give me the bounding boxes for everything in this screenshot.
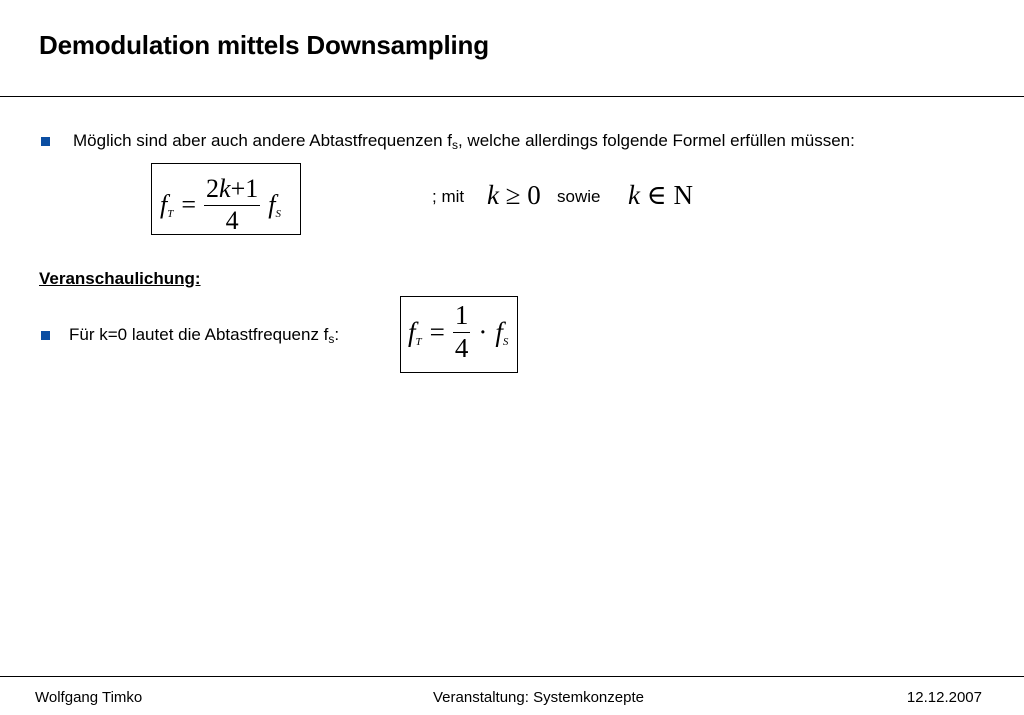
formula-2-equals: = (429, 316, 445, 347)
bullet-2-subscript: s (328, 332, 335, 346)
formula-box-k0 (400, 296, 518, 373)
formula-1-rhs-sub: S (275, 208, 281, 220)
formula-2-lhs (408, 317, 422, 348)
formula-1-denominator: 4 (225, 206, 239, 235)
formula-1-equals: = (181, 190, 197, 219)
formula-1-rhs (268, 190, 281, 220)
bullet-1-text-before: Möglich sind aber auch andere Abtastfrequenzen f (73, 131, 452, 150)
bullet-1-subscript: s (451, 138, 458, 152)
condition-geq-zero: ≥ 0 (505, 180, 541, 210)
condition-in-n: ∈ N (646, 180, 693, 210)
formula-box-general (151, 163, 301, 235)
bullet-1-text-after: , welche allerdings folgende Formel erfüllen müssen: (457, 131, 855, 150)
formula-1-numerator (204, 176, 260, 202)
condition-sowie-label: sowie (557, 187, 601, 206)
formula-1-lhs-sub: T (167, 208, 174, 220)
formula-1-num-var: k (219, 174, 231, 203)
bullet-square-icon (41, 331, 50, 340)
formula-1-fraction (204, 176, 260, 234)
formula-2-rhs-f: f (495, 316, 503, 347)
bullet-square-icon (41, 137, 50, 146)
formula-2-numerator: 1 (454, 300, 469, 330)
footer-divider (0, 676, 1024, 677)
page-title: Demodulation mittels Downsampling (39, 30, 489, 60)
bullet-2-text-before: Für k=0 lautet die Abtastfrequenz f (69, 325, 329, 344)
condition-mit-label: ; mit (432, 187, 465, 206)
formula-2-fraction (453, 302, 471, 362)
header-divider (0, 96, 1024, 97)
footer-author: Wolfgang Timko (35, 689, 143, 706)
condition-k2: k (628, 180, 640, 210)
footer-date: 12.12.2007 (906, 689, 982, 706)
formula-2-rhs-sub: S (502, 335, 509, 348)
section-heading: Veranschaulichung: (39, 269, 201, 288)
bullet-text-2 (69, 325, 339, 345)
formula-2-lhs-f: f (408, 316, 416, 347)
formula-2-rhs (495, 317, 508, 348)
formula-2-denominator: 4 (454, 333, 469, 363)
formula-2-dot: · (478, 316, 488, 347)
formula-1-rhs-f: f (268, 190, 276, 219)
condition-k1: k (487, 180, 499, 210)
formula-2-lhs-sub: T (415, 335, 422, 348)
condition-k-geq-zero (487, 180, 541, 211)
formula-1-lhs-f: f (160, 190, 168, 219)
footer-event: Veranstaltung: Systemkonzepte (433, 689, 644, 706)
formula-1-lhs (160, 190, 173, 220)
bullet-text-1 (73, 131, 855, 151)
bullet-2-text-after: : (334, 325, 340, 344)
condition-k-in-n (628, 180, 693, 211)
formula-1-num-coef: 2 (206, 174, 220, 203)
formula-1-num-plus: +1 (230, 174, 259, 203)
